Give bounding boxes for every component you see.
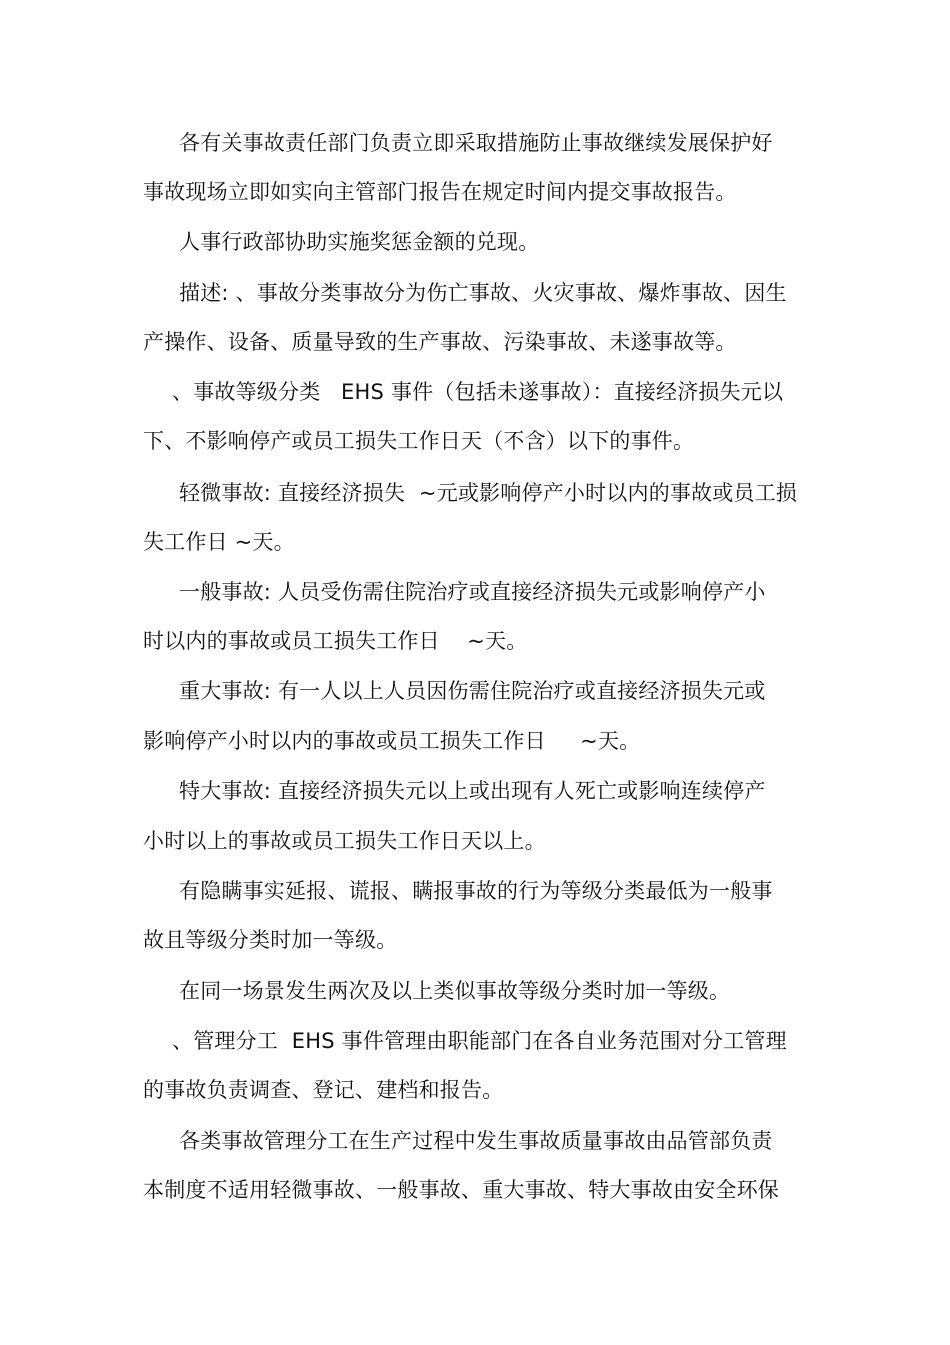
- text-line-6: 、事故等级分类 EHS 事件（包括未遂事故）：直接经济损失元以: [172, 380, 784, 404]
- text-line-15: 小时以上的事故或员工损失工作日天以上。: [143, 829, 546, 853]
- text-line-1: 各有关事故责任部门负责立即采取措施防止事故继续发展保护好: [179, 131, 773, 155]
- text-line-18: 在同一场景发生两次及以上类似事故等级分类时加一等级。: [179, 979, 731, 1003]
- text-line-12: 重大事故: 有一人以上人员因伤需住院治疗或直接经济损失元或: [179, 679, 766, 703]
- text-line-11: 时以内的事故或员工损失工作日 ~天。: [143, 629, 528, 653]
- text-line-5: 产操作、设备、质量导致的生产事故、污染事故、未遂事故等。: [143, 330, 737, 354]
- text-line-14: 特大事故: 直接经济损失元以上或出现有人死亡或影响连续停产: [179, 779, 766, 803]
- text-line-2: 事故现场立即如实向主管部门报告在规定时间内提交事故报告。: [143, 180, 737, 204]
- text-line-17: 故且等级分类时加一等级。: [143, 928, 398, 952]
- text-line-19: 、管理分工 EHS 事件管理由职能部门在各自业务范围对分工管理: [172, 1029, 787, 1053]
- text-line-10: 一般事故: 人员受伤需住院治疗或直接经济损失元或影响停产小: [179, 580, 766, 604]
- text-line-8: 轻微事故: 直接经济损失 ~元或影响停产小时以内的事故或员工损: [179, 481, 798, 505]
- text-line-3: 人事行政部协助实施奖惩金额的兑现。: [179, 230, 540, 254]
- text-line-13: 影响停产小时以内的事故或员工损失工作日 ~天。: [143, 729, 641, 753]
- text-line-7: 下、不影响停产或员工损失工作日天（不含）以下的事件。: [143, 429, 695, 453]
- text-line-22: 本制度不适用轻微事故、一般事故、重大事故、特大事故由安全环保: [143, 1178, 779, 1202]
- text-line-9: 失工作日 ~天。: [143, 530, 295, 554]
- text-line-20: 的事故负责调查、登记、建档和报告。: [143, 1078, 504, 1102]
- text-line-4: 描述: 、事故分类事故分为伤亡事故、火灾事故、爆炸事故、因生: [179, 281, 787, 305]
- text-line-16: 有隐瞒事实延报、谎报、瞒报事故的行为等级分类最低为一般事: [179, 879, 773, 903]
- text-line-21: 各类事故管理分工在生产过程中发生事故质量事故由品管部负责: [179, 1129, 773, 1153]
